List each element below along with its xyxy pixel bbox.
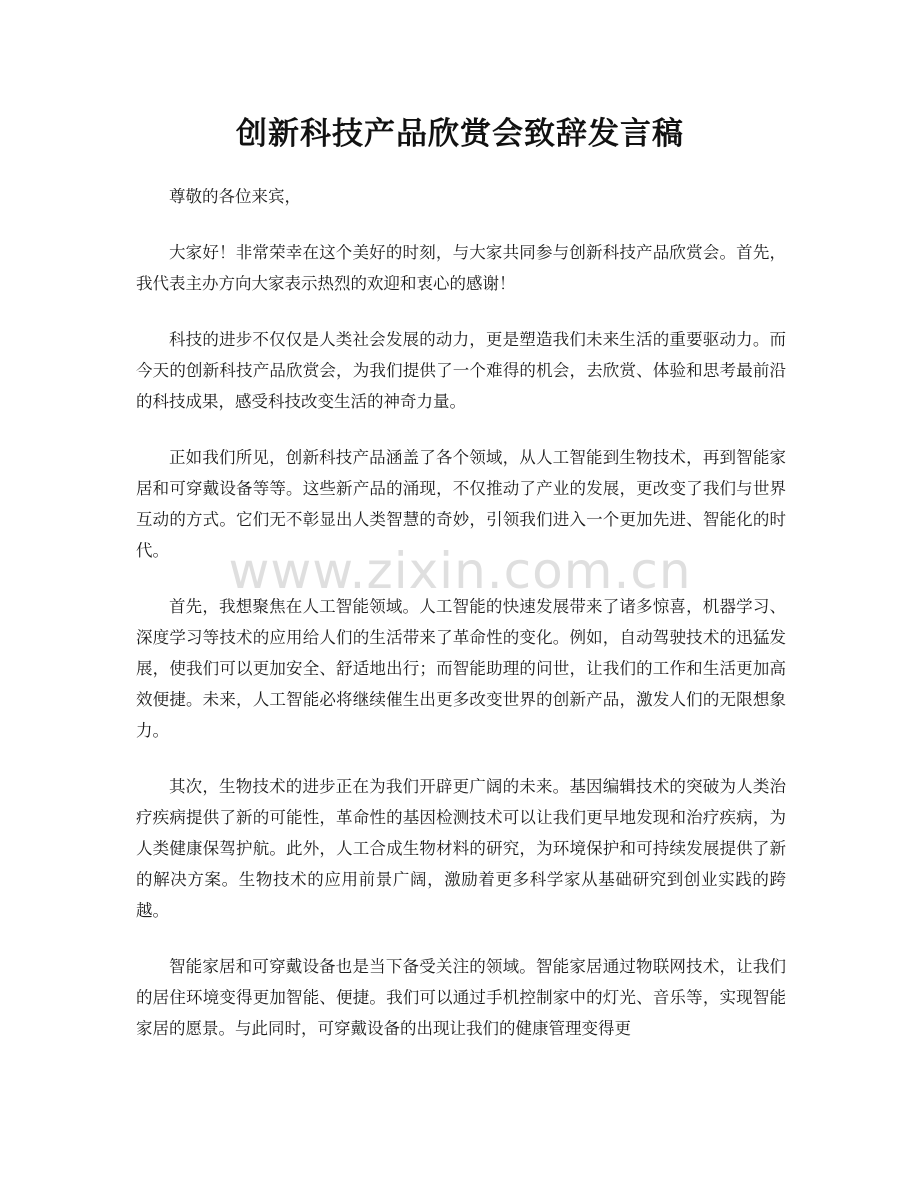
document-body xyxy=(136,181,786,1069)
page-title: 创新科技产品欣赏会致辞发言稿 xyxy=(236,116,684,152)
watermark: www.zixin.com.cn xyxy=(228,542,692,600)
body-paragraph: 其次，生物技术的进步正在为我们开辟更广阔的未来。基因编辑技术的突破为人类治疗疾病提供了新的可能性，革命性的基因检测技术可以让我们更早地发现和治疗疾病，为人类健康保驾护航。此外，人工合成生物材料的研究，为环境保护和可持续发展提供了新的解决方案。生物技术的应用前景广阔，激励着更多科学家从基础研究到创业实践的跨越。 xyxy=(136,777,786,920)
salutation-paragraph: 尊敬的各位来宾， xyxy=(169,187,301,206)
greeting-paragraph: 大家好！非常荣幸在这个美好的时刻，与大家共同参与创新科技产品欣赏会。首先，我代表主办方向大家表示热烈的欢迎和衷心的感谢！ xyxy=(136,243,786,293)
body-paragraph: 智能家居和可穿戴设备也是当下备受关注的领域。智能家居通过物联网技术，让我们的居住环境变得更加智能、便捷。我们可以通过手机控制家中的灯光、音乐等，实现智能家居的愿景。与此同时，可穿戴设备的出现让我们的健康管理变得更 xyxy=(136,957,786,1038)
body-paragraph: 首先，我想聚焦在人工智能领域。人工智能的快速发展带来了诸多惊喜，机器学习、深度学习等技术的应用给人们的生活带来了革命性的变化。例如，自动驾驶技术的迅猛发展，使我们可以更加安全、舒适地出行；而智能助理的问世，让我们的工作和生活更加高效便捷。未来，人工智能必将继续催生出更多改变世界的创新产品，激发人们的无限想象力。 xyxy=(136,597,786,740)
body-paragraph: 科技的进步不仅仅是人类社会发展的动力，更是塑造我们未来生活的重要驱动力。而今天的创新科技产品欣赏会，为我们提供了一个难得的机会，去欣赏、体验和思考最前沿的科技成果，感受科技改变生活的神奇力量。 xyxy=(136,330,786,411)
body-paragraph: 正如我们所见，创新科技产品涵盖了各个领域，从人工智能到生物技术，再到智能家居和可穿戴设备等等。这些新产品的涌现，不仅推动了产业的发展，更改变了我们与世界互动的方式。它们无不彰显出人类智慧的奇妙，引领我们进入一个更加先进、智能化的时代。 xyxy=(136,448,786,560)
